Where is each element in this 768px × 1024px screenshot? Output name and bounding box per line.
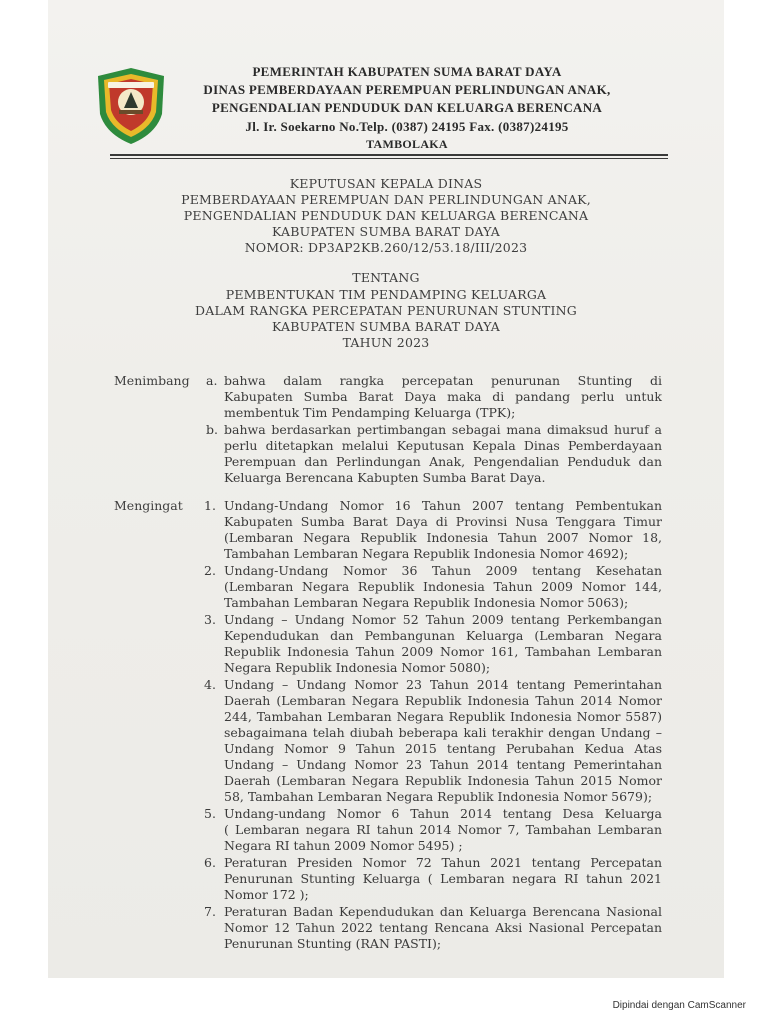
decree-regency: KABUPATEN SUMBA BARAT DAYA	[272, 224, 500, 239]
subject-year: TAHUN 2023	[342, 335, 430, 350]
letterhead-city: TAMBOLAKA	[366, 137, 448, 151]
subject-line-3: KABUPATEN SUMBA BARAT DAYA	[272, 319, 500, 334]
mengingat-number: 5.	[204, 806, 216, 821]
mengingat-line: Daerah (Lembaran Negara Republik Indonesia Tahun 2015 Nomor	[224, 773, 662, 788]
decree-agency-cont: PENGENDALIAN PENDUDUK DAN KELUARGA BERENCANA	[183, 208, 589, 223]
mengingat-line: Negara RI tahun 2009 Nomor 5495) ;	[224, 838, 463, 853]
mengingat-line: Undang – Undang Nomor 23 Tahun 2014 tentang Pemerintahan	[224, 677, 662, 692]
menimbang-marker-a: a.	[206, 373, 218, 388]
mengingat-line: Kabupaten Sumba Barat Daya di Provinsi Nusa Tenggara Timur	[224, 514, 662, 529]
mengingat-line: Nomor 172 );	[224, 887, 309, 902]
mengingat-line: Daerah (Lembaran Negara Republik Indonesia Tahun 2014 Nomor	[224, 693, 662, 708]
mengingat-line: Republik Indonesia Tahun 2009 Nomor 161, Tambahan Lembaran	[224, 644, 662, 659]
mengingat-line: Kependudukan dan Pembangunan Keluarga (Lembaran Negara	[224, 628, 662, 643]
letterhead-address: Jl. Ir. Soekarno No.Telp. (0387) 24195 Fax. (0387)24195	[245, 119, 569, 134]
mengingat-line: Penurunan Stunting (RAN PASTI);	[224, 936, 442, 951]
mengingat-number: 3.	[204, 612, 216, 627]
menimbang-label: Menimbang	[114, 373, 190, 388]
mengingat-line: Undang-Undang Nomor 16 Tahun 2007 tentang Pembentukan	[224, 498, 662, 513]
mengingat-line: Tambahan Lembaran Negara Republik Indonesia Nomor 4692);	[224, 546, 629, 561]
letterhead-agency-cont: PENGENDALIAN PENDUDUK DAN KELUARGA BERENCANA	[211, 100, 603, 115]
letterhead-agency: DINAS PEMBERDAYAAN PEREMPUAN PERLINDUNGAN ANAK,	[203, 82, 611, 97]
mengingat-line: Undang-Undang Nomor 36 Tahun 2009 tentang Kesehatan	[224, 563, 662, 578]
menimbang-b-line: Perempuan dan Perlindungan Anak, Pengendalian Penduduk dan	[224, 454, 662, 469]
letterhead-rule	[110, 154, 668, 156]
mengingat-number: 6.	[204, 855, 216, 870]
mengingat-line: 58, Tambahan Lembaran Negara Republik Indonesia Nomor 5679);	[224, 789, 653, 804]
menimbang-b-line: perlu ditetapkan melalui Keputusan Kepala Dinas Pemberdayaan	[224, 438, 662, 453]
mengingat-line: Penurunan Stunting Keluarga ( Lembaran negara RI tahun 2021	[224, 871, 662, 886]
mengingat-number: 1.	[204, 498, 216, 513]
document-page	[48, 0, 724, 978]
mengingat-number: 7.	[204, 904, 216, 919]
mengingat-line: 244, Tambahan Lembaran Negara Republik Indonesia Nomor 5587)	[224, 709, 662, 724]
subject-about: TENTANG	[352, 270, 420, 285]
scanner-watermark: Dipindai dengan CamScanner	[612, 1000, 746, 1011]
menimbang-a-line: membentuk Tim Pendamping Keluarga (TPK);	[224, 405, 516, 420]
mengingat-line: Undang-undang Nomor 6 Tahun 2014 tentang Desa Keluarga	[224, 806, 662, 821]
mengingat-line: ( Lembaran negara RI tahun 2014 Nomor 7, Tambahan Lembaran	[224, 822, 662, 837]
mengingat-line: Nomor 12 Tahun 2022 tentang Rencana Aksi Nasional Percepatan	[224, 920, 662, 935]
menimbang-a-line: bahwa dalam rangka percepatan penurunan Stunting di	[224, 373, 662, 388]
mengingat-line: (Lembaran Negara Republik Indonesia Tahun 2007 Nomor 18,	[224, 530, 662, 545]
menimbang-b-line: bahwa berdasarkan pertimbangan sebagai mana dimaksud huruf a	[224, 422, 662, 437]
subject-line-2: DALAM RANGKA PERCEPATAN PENURUNAN STUNTING	[195, 303, 577, 318]
decree-number: NOMOR: DP3AP2KB.260/12/53.18/III/2023	[244, 240, 528, 255]
mengingat-line: Peraturan Presiden Nomor 72 Tahun 2021 tentang Percepatan	[224, 855, 662, 870]
menimbang-marker-b: b.	[206, 422, 218, 437]
mengingat-line: Negara Republik Indonesia Nomor 5080);	[224, 660, 491, 675]
mengingat-line: Undang Nomor 9 Tahun 2015 tentang Perubahan Kedua Atas	[224, 741, 662, 756]
decree-agency: PEMBERDAYAAN PEREMPUAN DAN PERLINDUNGAN ANAK,	[181, 192, 591, 207]
menimbang-b-line: Keluarga Berencana Kabupten Sumba Barat Daya.	[224, 470, 546, 485]
subject-line-1: PEMBENTUKAN TIM PENDAMPING KELUARGA	[225, 287, 547, 302]
mengingat-line: Tambahan Lembaran Negara Republik Indonesia Nomor 5063);	[224, 595, 629, 610]
mengingat-line: sebagaimana telah diubah beberapa kali terakhir dengan Undang –	[224, 725, 662, 740]
letterhead-government: PEMERINTAH KABUPATEN SUMA BARAT DAYA	[252, 64, 562, 79]
mengingat-number: 2.	[204, 563, 216, 578]
mengingat-line: Peraturan Badan Kependudukan dan Keluarga Berencana Nasional	[224, 904, 662, 919]
mengingat-label: Mengingat	[114, 498, 183, 513]
decree-title: KEPUTUSAN KEPALA DINAS	[289, 176, 483, 191]
letterhead-rule-thin	[110, 158, 668, 159]
mengingat-line: Undang – Undang Nomor 52 Tahun 2009 tentang Perkembangan	[224, 612, 662, 627]
menimbang-a-line: Kabupaten Sumba Barat Daya maka di pandang perlu untuk	[224, 389, 662, 404]
mengingat-number: 4.	[204, 677, 216, 692]
mengingat-line: (Lembaran Negara Republik Indonesia Tahun 2009 Nomor 144,	[224, 579, 662, 594]
mengingat-line: Undang – Undang Nomor 23 Tahun 2014 tentang Pemerintahan	[224, 757, 662, 772]
